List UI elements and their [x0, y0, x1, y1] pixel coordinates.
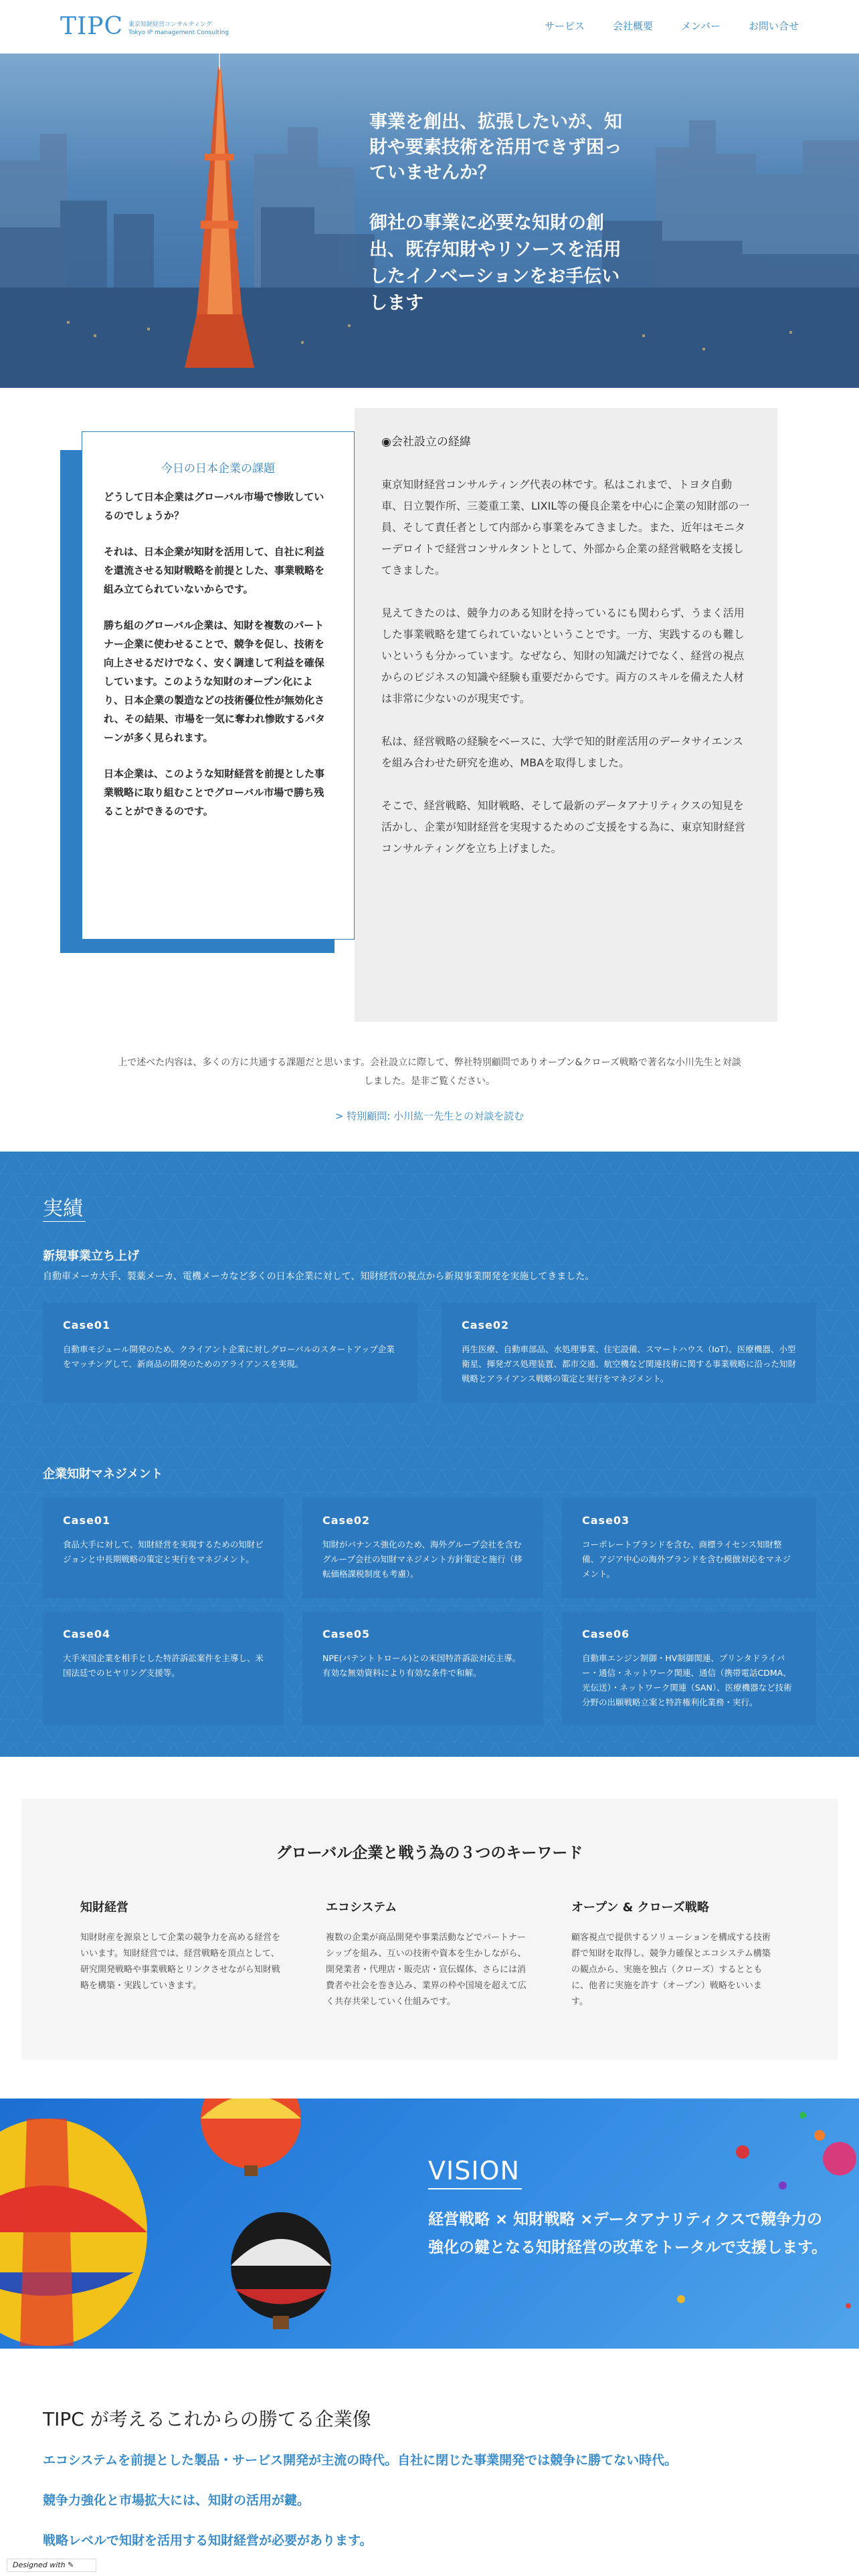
nav-link-contact[interactable]: お問い合せ	[748, 20, 799, 32]
future-title: TIPC が考えるこれからの勝てる企業像	[43, 2408, 371, 2430]
case-text: コーポレートブランドを含む、商標ライセンス知財整備、アジア中心の海外ブランドを含む模倣対応をマネジメント。	[582, 1539, 791, 1579]
founding-paragraph: そこで、経営戦略、知財戦略、そして最新のデータアナリティクスの知見を活かし、企業が知財経営を実現するためのご支援をする為に、東京知財経営コンサルティングを立ち上げました。	[381, 799, 746, 855]
dialogue-link[interactable]: > 特別顧問: 小川紘一先生との対談を読む	[335, 1110, 524, 1122]
main-nav	[545, 19, 799, 33]
challenge-paragraph: 勝ち組のグローバル企業は、知財を複数のパートナー企業に使わせることで、競争を促し、技術を向上させるだけでなく、安く調達して利益を確保しています。このような知財のオープン化により、日本企業の製造などの技術優位性が無効化され、その結果、市場を一気に奪われ惨敗するパターンが多く見られます。	[104, 619, 325, 744]
case-text: 食品大手に対して、知財経営を実現するための知財ビジョンと中長期戦略の策定と実行をマネジメント。	[63, 1539, 264, 1564]
vision-title: VISION	[428, 2156, 520, 2185]
logo-mark: TIPC	[60, 13, 123, 40]
case-card	[43, 1303, 417, 1403]
summary-text: 上で述べた内容は、多くの方に共通する課題だと思います。会社設立に際して、弊社特別顧問でありオープン&クローズ戦略で著名な小川先生と対談しました。是非ご覧ください。	[118, 1057, 741, 1087]
designed-with-label: Designed with	[13, 2561, 66, 2569]
logo-sub-en: Tokyo IP management Consulting	[128, 29, 229, 36]
nav-link-members[interactable]: メンバー	[681, 20, 721, 32]
keyword-heading: 知財経営	[80, 1901, 128, 1915]
keyword-text: 顧客視点で提供するソリューションを構成する技術群で知財を取得し、競争力確保とエコシステム構築の観点から、実施を独占（クローズ）するとともに、他者に実施を許す（オープン）戦略をいいます。	[571, 1933, 771, 2007]
case-label: Case01	[63, 1514, 111, 1527]
pen-icon: ✎	[68, 2561, 74, 2569]
hero-banner	[0, 53, 859, 388]
case-card	[442, 1303, 816, 1403]
new-business-desc: 自動車メーカ大手、製薬メーカ、電機メーカなど多くの日本企業に対して、知財経営の視点から新規事業開発を実施してきました。	[43, 1271, 595, 1282]
challenge-paragraph: どうして日本企業はグローバル市場で惨敗しているのでしょうか？	[104, 491, 324, 522]
keyword-text: 複数の企業が商品開発や事業活動などでパートナーシップを組み、互いの技術や資本を生かしながら、開発業者・代理店・販売店・宣伝媒体、さらには消費者や社会を巻き込み、業界の枠や国境を超えて広く共存共栄していく仕組みです。	[326, 1933, 527, 2007]
keyword-text: 知財財産を源泉として企業の競争力を高める経営をいいます。知財経営では、経営戦略を頂点として、研究開発戦略や事業戦略とリンクさせながら知財戦略を構築・実践していきます。	[80, 1933, 281, 1991]
future-line: エコシステムを前提とした製品・サービス開発が主流の時代。自社に閉じた事業開発では競争に勝てない時代。	[43, 2453, 678, 2468]
vision-text: 経営戦略 × 知財戦略 ×データアナリティクスで競争力の強化の鍵となる知財経営の改革をトータルで支援します。	[428, 2211, 828, 2256]
vision-underline	[428, 2188, 522, 2189]
case-text: NPE(パテントトロール)との米国特許訴訟対応主導。有効な無効資料により有効な条件で和解。	[322, 1653, 521, 1678]
logo-sub-jp: 東京知財経営コンサルティング	[128, 21, 212, 28]
designed-with-badge[interactable]	[7, 2559, 96, 2572]
keywords-title: グローバル企業と戦う為の３つのキーワード	[276, 1844, 583, 1862]
vision-section	[0, 2099, 859, 2349]
case-text: 自動車モジュール開発のため、クライアント企業に対しグローバルのスタートアップ企業をマッチングして、新商品の開発のためのアライアンスを実現。	[63, 1344, 395, 1369]
achievements-section	[0, 1152, 859, 1757]
new-business-heading: 新規事業立ち上げ	[43, 1249, 139, 1263]
case-label: Case02	[322, 1514, 371, 1527]
ip-management-heading: 企業知財マネジメント	[43, 1467, 163, 1481]
keywords-section	[21, 1799, 838, 2060]
case-text: 知財がバナンス強化のため、海外グループ会社を含むグループ会社の知財マネジメント方針策定と施行（移転価格課税制度も考慮）。	[322, 1539, 522, 1579]
balloon-icon	[201, 2099, 301, 2176]
founding-paragraph: 私は、経営戦略の経験をベースに、大学で知的財産活用のデータサイエンスを組み合わせた研究を進め、MBAを取得しました。	[381, 735, 743, 769]
achievements-title: 実績	[43, 1197, 83, 1220]
keyword-column	[80, 1898, 281, 1994]
case-card	[43, 1498, 284, 1598]
challenge-paragraph: それは、日本企業が知財を活用して、自社に利益を還流させる知財戦略を前提とした、事業戦略を組み立てられていないからです。	[104, 546, 325, 595]
case-text: 再生医療、自動車部品、水処理事業、住宅設備、スマートハウス（IoT）、医療機器、小型衛星、揮発ガス処理装置、都市交通、航空機など関連技術に関する事業戦略に沿った知財戦略とアライアンス戦略の策定と実行をマネジメント。	[462, 1344, 797, 1384]
hero-headline: 事業を創出、拡張したいが、知財や要素技術を活用できず困っていませんか？	[369, 112, 622, 183]
case-card	[562, 1498, 816, 1598]
balloon-icon	[231, 2212, 331, 2329]
founding-story-panel	[355, 408, 777, 1022]
challenge-section	[60, 431, 355, 953]
keyword-column	[571, 1898, 772, 2010]
nav-link-company[interactable]: 会社概要	[613, 20, 654, 32]
challenge-card	[82, 431, 355, 940]
case-card	[302, 1498, 543, 1598]
case-label: Case03	[582, 1514, 630, 1527]
keyword-heading: エコシステム	[326, 1901, 397, 1915]
nav-link-services[interactable]: サービス	[545, 20, 585, 32]
future-line: 戦略レベルで知財を活用する知財経営が必要があります。	[43, 2533, 373, 2548]
case-card	[43, 1612, 284, 1725]
logo-subtitle	[128, 21, 229, 37]
hero-subline: 御社の事業に必要な知財の創出、既存知財やリソースを活用したイノベーションをお手伝いします	[369, 213, 622, 314]
case-label: Case06	[582, 1628, 630, 1640]
title-underline	[43, 1221, 86, 1222]
logo[interactable]	[60, 15, 229, 39]
case-text: 自動車エンジン制御・HV制御関連、プリンタドライバー・通信・ネットワーク関連、通信（携帯電話CDMA、光伝送）・ネットワーク関連（SAN）、医療機器など技術分野の出願戦略立案と特許権利化業務・実行。	[582, 1653, 792, 1707]
founding-paragraph: 見えてきたのは、競争力のある知財を持っているにも関わらず、うまく活用した事業戦略を建てられていないということです。一方、実践するのも難しいというも分かっています。なぜなら、知財の知識だけでなく、経営の視点からのビジネスの知識や経験も重要だからです。両方のスキルを備えた人材は非常に少ないのが現実です。	[381, 607, 745, 705]
case-card	[562, 1612, 816, 1725]
case-label: Case01	[63, 1319, 111, 1331]
challenge-paragraph: 日本企業は、このような知財経営を前提とした事業戦略に取り組むことでグローバル市場で勝ち残ることができるのです。	[104, 768, 325, 817]
future-line: 競争力強化と市場拡大には、知財の活用が鍵。	[43, 2493, 310, 2508]
challenge-title: 今日の日本企業の課題	[161, 462, 275, 475]
site-header	[0, 0, 859, 53]
keyword-column	[326, 1898, 527, 2010]
balloon-icon	[0, 2119, 147, 2346]
case-label: Case02	[462, 1319, 510, 1331]
hero-text	[369, 110, 637, 317]
case-label: Case05	[322, 1628, 371, 1640]
founding-paragraph: 東京知財経営コンサルティング代表の林です。私はこれまで、トヨタ自動車、日立製作所、三菱重工業、LIXIL等の優良企業を中心に企業の知財部の一員、そして責任者として内部から事業をみてきました。また、近年はモニターデロイトで経営コンサルタントとして、外部から企業の経営戦略を支援してきました。	[381, 478, 750, 576]
case-card	[302, 1612, 543, 1725]
case-label: Case04	[63, 1628, 111, 1640]
keyword-heading: オープン & クローズ戦略	[571, 1901, 709, 1915]
case-text: 大手米国企業を相手とした特許訴訟案件を主導し、米国法廷でのヒヤリング支援等。	[63, 1653, 264, 1678]
founding-title: ◉会社設立の経緯	[381, 435, 471, 449]
